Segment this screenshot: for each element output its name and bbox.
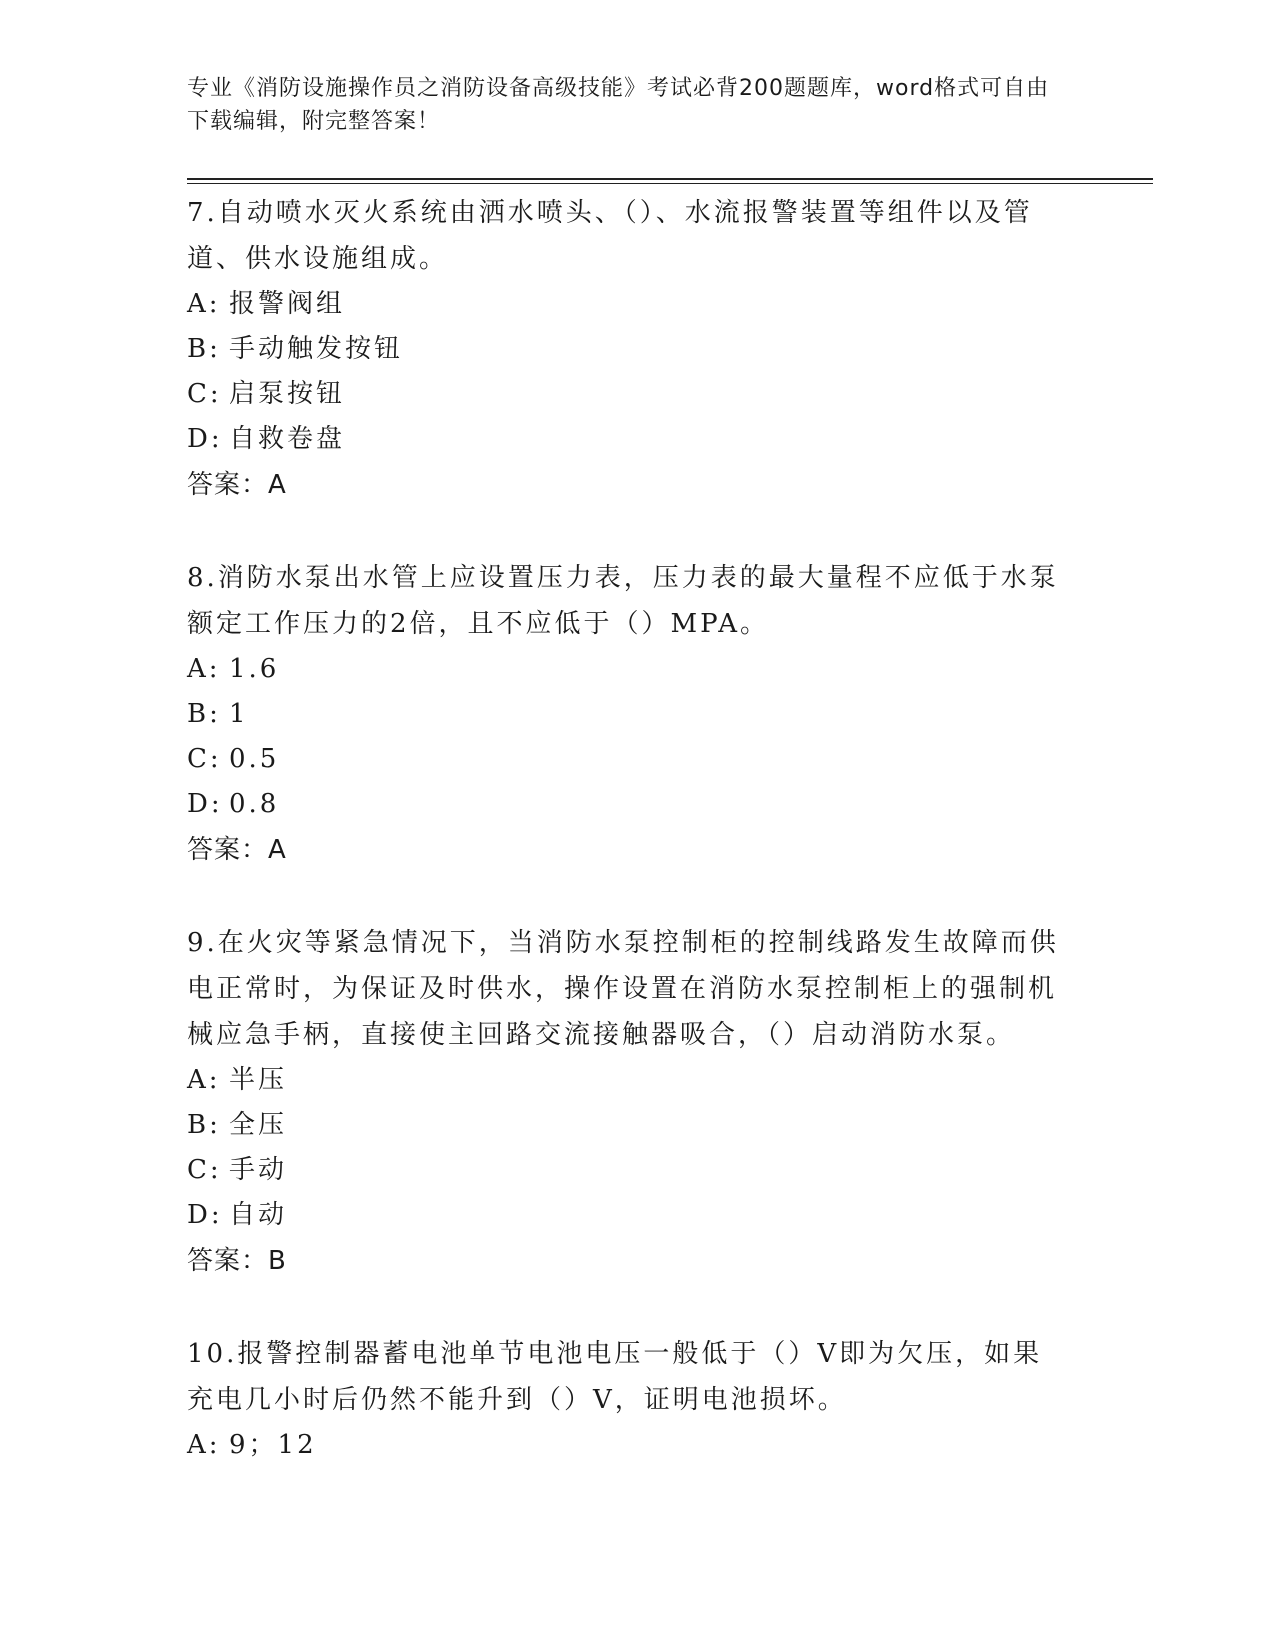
answer-line: 答案：A (187, 835, 287, 865)
question-9 (187, 920, 1087, 1285)
option-letter: A: (187, 1430, 221, 1460)
answer-line: 答案：B (187, 1246, 287, 1276)
document-header (187, 72, 1067, 138)
document-title: 专业《消防设施操作员之消防设备高级技能》考试必背200题题库，word格式可自由下载编辑，附完整答案！ (187, 76, 1050, 134)
question-text: 7.自动喷水灭火系统由洒水喷头、（）、水流报警装置等组件以及管道、供水设施组成。 (187, 198, 1033, 274)
option-letter: B: (187, 699, 221, 729)
question-text: 9.在火灾等紧急情况下，当消防水泵控制柜的控制线路发生故障而供电正常时，为保证及时供水，操作设置在消防水泵控制柜上的强制机械应急手柄，直接使主回路交流接触器吸合，（）启动消防水泵。 (187, 928, 1059, 1050)
option-b (187, 692, 1087, 737)
option-text: 1.6 (229, 654, 280, 684)
option-letter: D: (187, 1200, 223, 1230)
option-a (187, 647, 1087, 692)
option-d (187, 1193, 1087, 1238)
option-letter: D: (187, 424, 223, 454)
option-letter: C: (187, 379, 222, 409)
option-text: 自动 (229, 1200, 288, 1230)
option-letter: D: (187, 789, 223, 819)
option-letter: C: (187, 1155, 222, 1185)
option-text: 9；12 (229, 1430, 317, 1460)
option-letter: A: (187, 1065, 221, 1095)
option-text: 自救卷盘 (229, 424, 346, 454)
option-text: 手动 (229, 1155, 288, 1185)
option-text: 半压 (229, 1065, 288, 1095)
option-c (187, 372, 1087, 417)
option-d (187, 782, 1087, 827)
option-letter: A: (187, 289, 221, 319)
option-d (187, 417, 1087, 462)
option-letter: B: (187, 334, 221, 364)
option-a (187, 1423, 1087, 1468)
answer-line: 答案：A (187, 470, 287, 500)
option-c (187, 737, 1087, 782)
option-c (187, 1148, 1087, 1193)
option-text: 全压 (229, 1110, 288, 1140)
question-list (187, 190, 1087, 1514)
option-letter: A: (187, 654, 221, 684)
option-letter: C: (187, 744, 222, 774)
question-10 (187, 1331, 1087, 1468)
header-divider-thin (187, 183, 1153, 184)
option-b (187, 1103, 1087, 1148)
option-text: 启泵按钮 (229, 379, 346, 409)
option-text: 0.8 (229, 789, 280, 819)
question-7 (187, 190, 1087, 509)
option-a (187, 1058, 1087, 1103)
question-text: 10.报警控制器蓄电池单节电池电压一般低于（）V即为欠压，如果充电几小时后仍然不能升到（）V，证明电池损坏。 (187, 1339, 1043, 1415)
question-8 (187, 555, 1087, 874)
header-divider-thick (187, 178, 1153, 180)
option-text: 1 (229, 699, 249, 729)
option-text: 手动触发按钮 (229, 334, 404, 364)
option-b (187, 327, 1087, 372)
question-text: 8.消防水泵出水管上应设置压力表，压力表的最大量程不应低于水泵额定工作压力的2倍，且不应低于（）MPA。 (187, 563, 1059, 639)
option-a (187, 282, 1087, 327)
option-text: 报警阀组 (229, 289, 346, 319)
option-text: 0.5 (229, 744, 280, 774)
option-letter: B: (187, 1110, 221, 1140)
